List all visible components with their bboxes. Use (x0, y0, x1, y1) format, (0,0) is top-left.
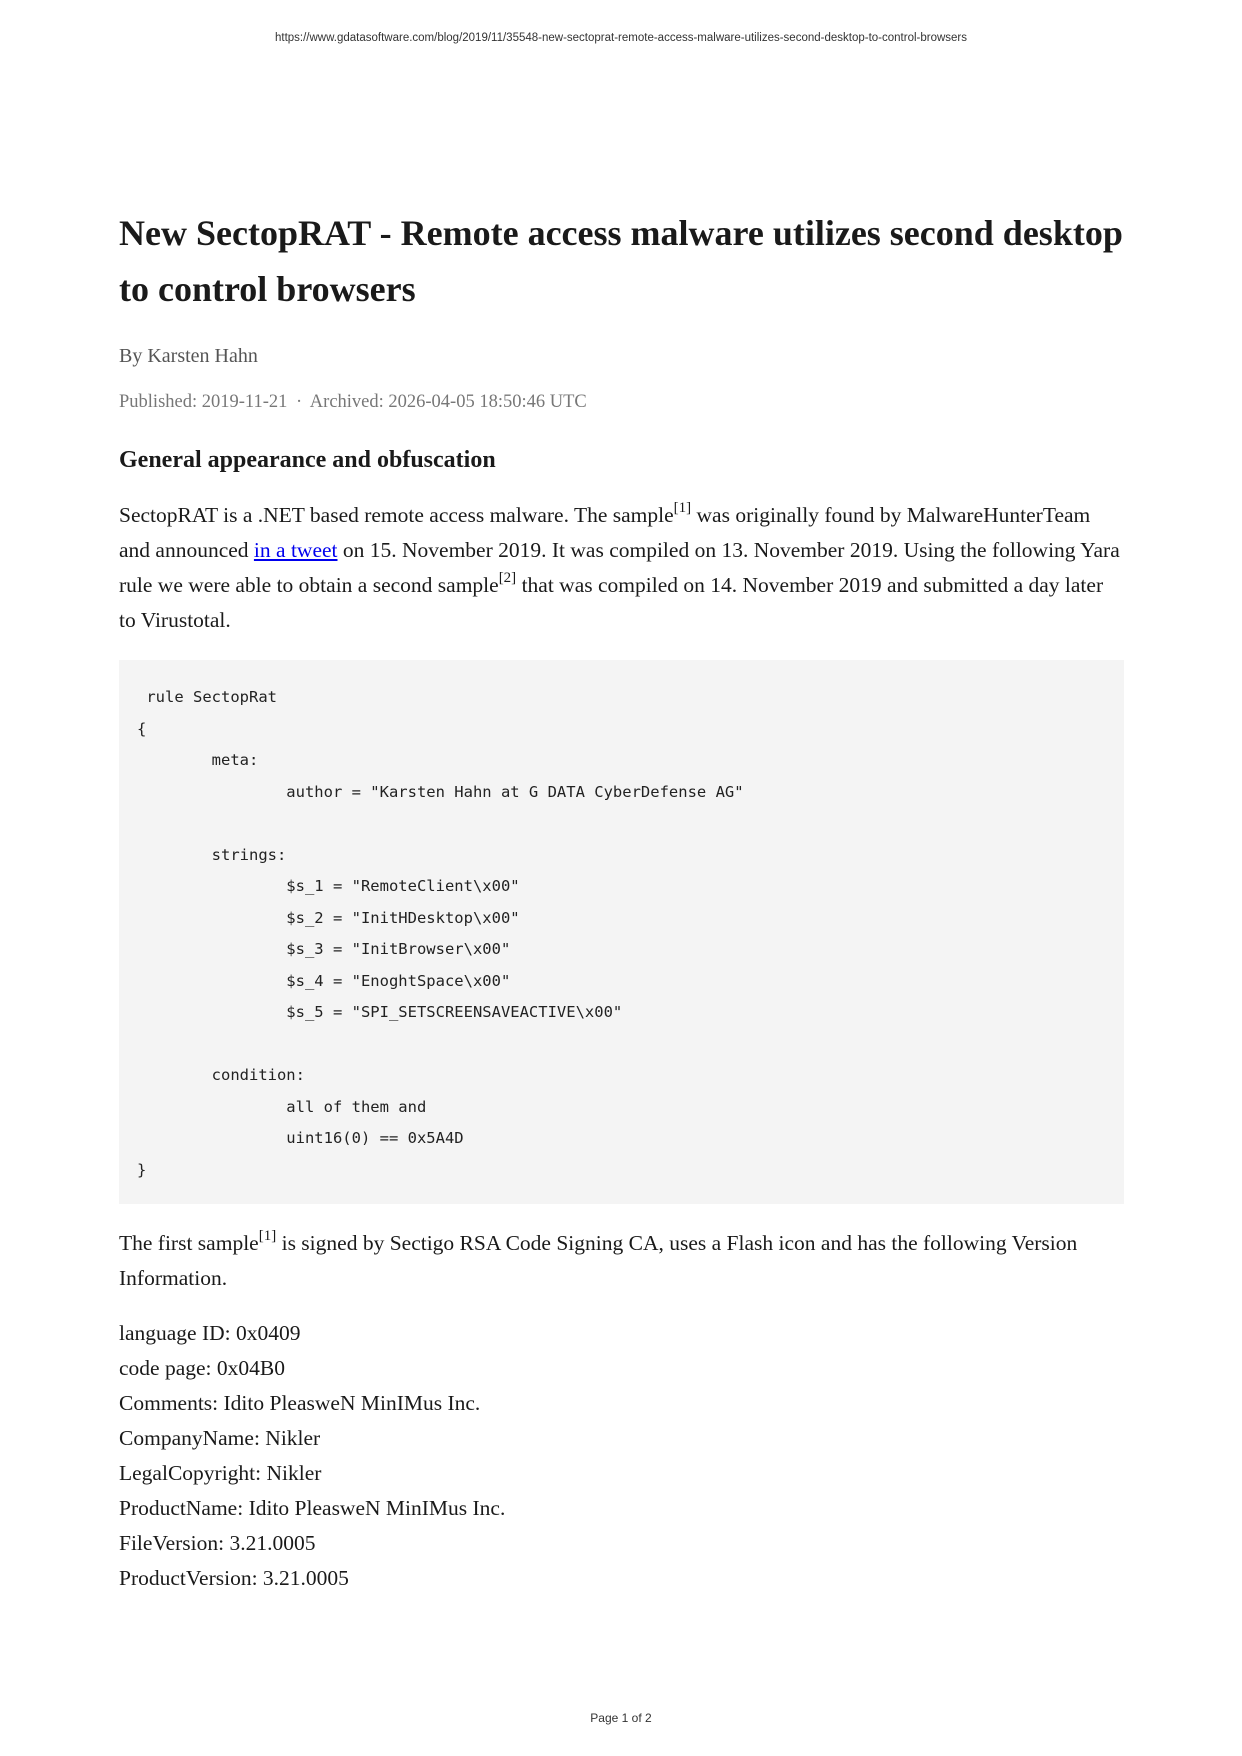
author-byline: By Karsten Hahn (119, 345, 258, 367)
tweet-link[interactable]: in a tweet (253, 538, 338, 562)
footnote-ref-2[interactable]: [2] (498, 569, 517, 586)
page-number-footer: Page 1 of 2 (590, 1711, 652, 1725)
article-title: New SectopRAT - Remote access malware utilizes second desktop to control browsers (119, 213, 1123, 309)
version-info-line: language ID: 0x0409 (119, 1321, 301, 1345)
version-info-line: FileVersion: 3.21.0005 (119, 1531, 316, 1555)
intro-paragraph (119, 498, 1124, 638)
version-info-line: LegalCopyright: Nikler (119, 1461, 322, 1485)
footnote-ref-1[interactable]: [1] (673, 499, 692, 516)
signing-text-2: is signed by Sectigo RSA Code Signing CA, uses a Flash icon and has the following Version Information. (119, 1231, 1078, 1290)
archived-date: Archived: 2026-04-05 18:50:46 UTC (309, 392, 587, 412)
version-info-line: ProductVersion: 3.21.0005 (119, 1566, 349, 1590)
version-info-line: CompanyName: Nikler (119, 1426, 321, 1450)
version-info-list (119, 1316, 1124, 1596)
intro-text-1: SectopRAT is a .NET based remote access malware. The sample (119, 503, 674, 527)
page-url-header: https://www.gdatasoftware.com/blog/2019/11/35548-new-sectoprat-remote-access-malware-utilizes-second-desktop-to-control-browsers (274, 32, 967, 44)
version-info-line: ProductName: Idito PleasweN MinIMus Inc. (119, 1496, 506, 1520)
meta-separator: · (296, 392, 303, 412)
section-heading: General appearance and obfuscation (119, 447, 496, 473)
version-info-line: Comments: Idito PleasweN MinIMus Inc. (119, 1391, 481, 1415)
article (119, 205, 1124, 1596)
intro-text-4: that was compiled on 14. November 2019 and submitted a day later to Virustotal. (119, 573, 1104, 632)
yara-rule-code-block: rule SectopRat { meta: author = "Karsten Hahn at G DATA CyberDefense AG" strings: $s_1 = "RemoteClient\x00" $s_2 = "InitHDesktop\x00" $s_3 = "InitBrowser\x00" $s_4 = "EnoghtSpace\x00" $s_5 = "SPI_SETSCREENSAVEACTIVE\x00" condition: all of them and uint16(0) == 0x5A4D } (119, 660, 1124, 1204)
version-info-line: code page: 0x04B0 (119, 1356, 285, 1380)
published-date: Published: 2019-11-21 (119, 392, 288, 412)
signing-text-1: The first sample (119, 1231, 259, 1255)
signing-paragraph (119, 1226, 1124, 1296)
publication-meta (119, 392, 1124, 413)
footnote-ref-1[interactable]: [1] (258, 1227, 277, 1244)
intro-text-2: was originally found by MalwareHunterTeam and announced (119, 503, 1091, 562)
intro-text-3: on 15. November 2019. It was compiled on 13. November 2019. Using the following Yara rule we were able to obtain a second sample (119, 538, 1120, 597)
